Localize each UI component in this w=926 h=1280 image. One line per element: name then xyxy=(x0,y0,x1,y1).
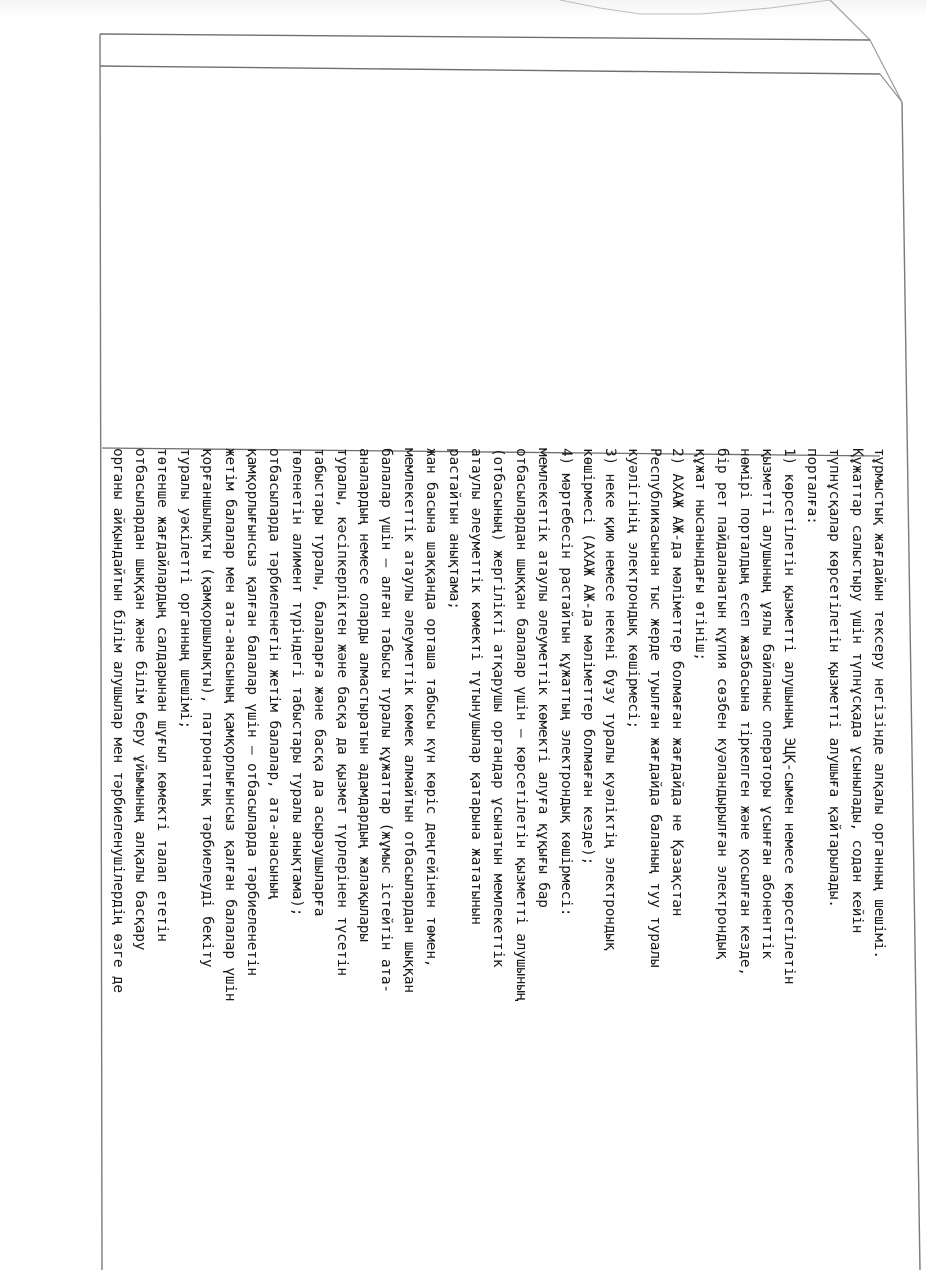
document-line: мемлекеттік атаулы әлеуметтік көмек алмайтын отбасылардан шыққан xyxy=(400,448,417,993)
document-line: Республикасынан тыс жерде туылған жағдайда баланың туу туралы xyxy=(647,448,664,968)
document-line: жан басына шаққанда орташа табысы күн көріс деңгейінен төмен, xyxy=(423,448,440,968)
document-line: тұрмыстық жағдайын тексеру негізінде алқалы органның шешімі. xyxy=(871,448,887,959)
document-line: органы айқындайтын білім алушылар мен тәрбиеленушілердің өзге де xyxy=(109,448,126,993)
document-line: мемлекеттік атаулы әлеуметтік көмекті алуға құқығы бар xyxy=(535,448,552,908)
document-line: түпнұсқалар көрсетілетін қызметті алушыға қайтарылады. xyxy=(826,448,843,908)
document-line: қамқорлығынсыз қалған балалар үшін – отбасыларда тәрбиеленетін xyxy=(244,448,261,976)
document-line: төтенше жағдайлардың салдарынан шұғыл көмекті талап ететін xyxy=(154,448,171,942)
document-line: аналардың немесе оларды алмастыратын адамдардың жалақылары xyxy=(356,448,373,942)
document-body xyxy=(100,448,890,1268)
document-line: отбасылардан шыққан балалар үшін – көрсетілетін қызметті алушының xyxy=(512,448,529,1002)
document-line: құжат нысанындағы өтініш; xyxy=(691,448,708,661)
document-line: отбасылардан шыққан және білім беру ұйымының алқалы басқару xyxy=(132,448,149,951)
document-line: төленетін алимент түріндегі табыстары туралы анықтама); xyxy=(288,448,305,917)
document-line: қызметті алушының ұялы байланыс операторы ұсынған абоненттік xyxy=(759,448,776,959)
document-line: туралы, кәсіпкерліктен және басқа да қызмет түрлерінен түсетін xyxy=(333,448,350,976)
document-line: 4) мәртебесін растайтын құжаттың электрондық көшірмесі: xyxy=(557,448,574,917)
document-line: Құжаттар салыстыру үшін түпнұсқада ұсынылады, содан кейін xyxy=(848,448,865,934)
document-line: куәлігінің электрондық көшірмесі; xyxy=(624,448,641,729)
document-line: жетім балалар мен ата-анасының қамқорлығынсыз қалған балалар үшін xyxy=(221,448,238,1002)
document-line: (отбасының) жергілікті атқарушы органдар ұсынатын мемлекеттік xyxy=(490,448,507,968)
document-line: нөмірі порталдың есеп жазбасына тіркелген және қосылған кезде, xyxy=(736,448,753,976)
document-line: 1) көрсетілетін қызметті алушының ЭЦҚ-сымен немесе көрсетілетін xyxy=(781,448,798,985)
document-line: 3) неке қию немесе некені бұзу туралы куәліктің электрондық xyxy=(602,448,619,951)
document-line: балалар үшін – алған табысы туралы құжаттар (жұмыс істейтін ата- xyxy=(378,448,395,993)
document-line: қорғаншылықты (қамқоршылықты), патронаттық тәрбиелеуді бекіту xyxy=(199,448,216,968)
document-line: көшірмесі (АХАЖ АЖ-да мәліметтер болмаған кезде); xyxy=(579,448,596,866)
document-line: 2) АХАЖ АЖ-да мәліметтер болмаған жағдайда не Қазақстан xyxy=(669,448,686,917)
document-line: табыстары туралы, балаларға және басқа да асыраушыларға xyxy=(311,448,328,917)
document-line: растайтын анықтама; xyxy=(445,448,462,610)
document-line: бір рет пайдаланатын құпия сөзбен куәландырылған электрондық xyxy=(714,448,731,959)
document-line: отбасыларда тәрбиеленетін жетім балалар, ата-анасының xyxy=(266,448,283,900)
document-line: порталға: xyxy=(803,448,820,525)
document-line: туралы уәкілетті органның шешімі; xyxy=(176,448,193,729)
document-line: атаулы әлеуметтік көмекті тұтынушылар қатарына жататынын xyxy=(467,448,484,925)
